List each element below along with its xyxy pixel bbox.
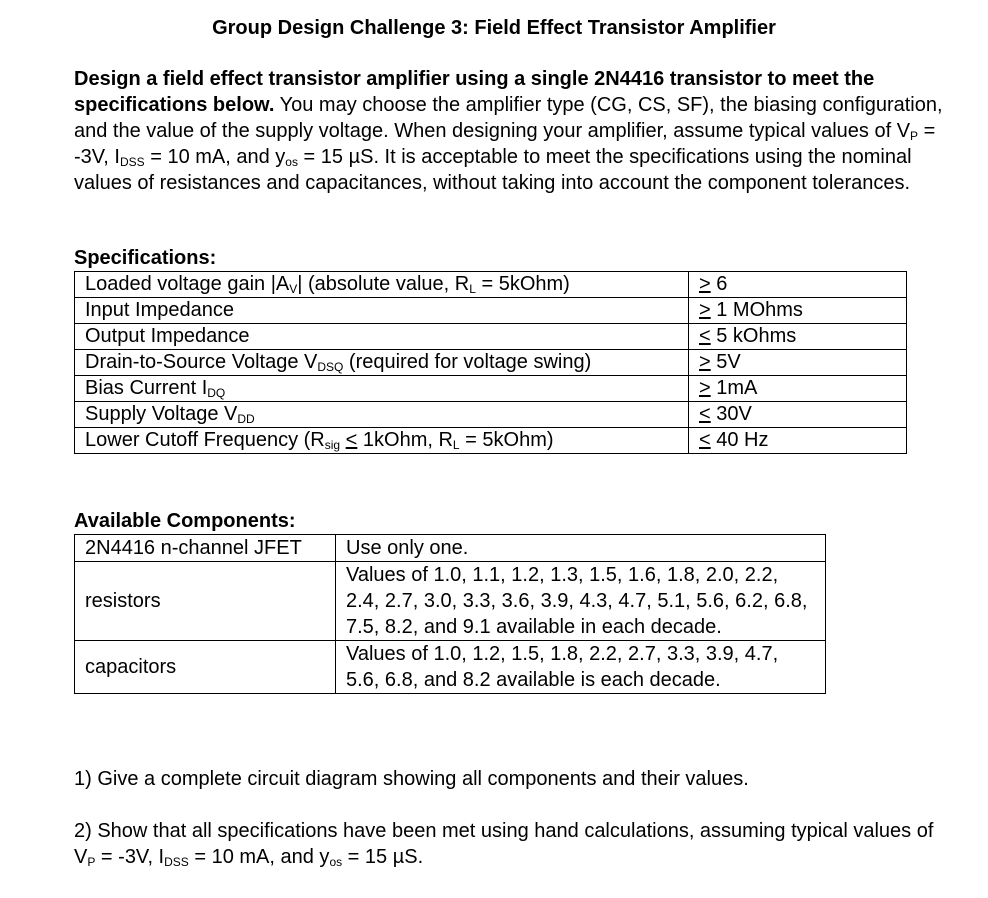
component-name: capacitors <box>75 641 336 694</box>
intro-text-2: = -3V, I <box>74 120 936 168</box>
table-row <box>75 428 907 454</box>
spec-value: < 5 kOhms <box>689 324 907 350</box>
spec-label: Input Impedance <box>75 298 689 324</box>
spec-label: Supply Voltage $V_{DD}$ <box>75 402 689 428</box>
intro-text-1: You may choose the amplifier type (CG, CS, SF), the biasing configuration, and the value of the supply voltage. When designing your amplifier, assume typical values of V <box>74 94 943 142</box>
yos-subscript: os <box>285 155 298 169</box>
spec-value: < 30V <box>689 402 907 428</box>
spec-label: Output Impedance <box>75 324 689 350</box>
spec-label: Lower Cutoff Frequency ($R_{sig}$ < 1kOhm, $R_L$ = 5kOhm) <box>75 428 689 454</box>
spec-value: < 40 Hz <box>689 428 907 454</box>
table-row <box>75 350 907 376</box>
table-row <box>75 562 826 641</box>
spec-value: > 1mA <box>689 376 907 402</box>
component-desc: Values of 1.0, 1.1, 1.2, 1.3, 1.5, 1.6, 1.8, 2.0, 2.2, 2.4, 2.7, 3.0, 3.3, 3.6, 3.9, 4.3, 4.7, 5.1, 5.6, 6.2, 6.8, 7.5, 8.2, and 9.1 available in each decade. <box>336 562 826 641</box>
spec-label: Bias Current $I_{DQ}$ <box>75 376 689 402</box>
specifications-heading: Specifications: <box>74 247 217 269</box>
table-row <box>75 272 907 298</box>
table-row <box>75 402 907 428</box>
table-row <box>75 535 826 562</box>
spec-label: Loaded voltage gain $|A_V|$ (absolute value, $R_L$ = 5kOhm) <box>75 272 689 298</box>
spec-value: > 1 MOhms <box>689 298 907 324</box>
table-row <box>75 298 907 324</box>
specifications-table <box>74 271 907 454</box>
component-desc: Values of 1.0, 1.2, 1.5, 1.8, 2.2, 2.7, 3.3, 3.9, 4.7, 5.6, 6.8, and 8.2 available is each decade. <box>336 641 826 694</box>
table-row <box>75 376 907 402</box>
components-table <box>74 534 826 694</box>
question-1: 1) Give a complete circuit diagram showing all components and their values. <box>74 768 749 790</box>
component-name: resistors <box>75 562 336 641</box>
spec-value: > 5V <box>689 350 907 376</box>
components-heading: Available Components: <box>74 510 296 532</box>
idss-subscript: DSS <box>119 155 145 169</box>
intro-text-4: = 15 µS. It is acceptable to meet the specifications using the nominal values of resistances and capacitances, without taking into account the component tolerances. <box>74 146 912 194</box>
intro-paragraph <box>74 66 954 196</box>
question-2: 2) Show that all specifications have been met using hand calculations, assuming typical values of $V_P = -3V$, $I_{DSS} = 10$ mA, and $y_{os} = 15$ µS. <box>74 820 934 869</box>
intro-text-3: = 10 mA, and y <box>144 146 286 168</box>
component-name: 2N4416 n-channel JFET <box>75 535 336 562</box>
page-title: Group Design Challenge 3: Field Effect Transistor Amplifier <box>212 17 776 39</box>
spec-label: Drain-to-Source Voltage $V_{DSQ}$ (required for voltage swing) <box>75 350 689 376</box>
component-desc: Use only one. <box>336 535 826 562</box>
spec-value: > 6 <box>689 272 907 298</box>
intro-bold-lead: Design a field effect transistor amplifier using a single 2N4416 transistor to meet the specifications below. <box>74 68 875 116</box>
table-row <box>75 641 826 694</box>
table-row <box>75 324 907 350</box>
vp-subscript: P <box>910 129 919 143</box>
